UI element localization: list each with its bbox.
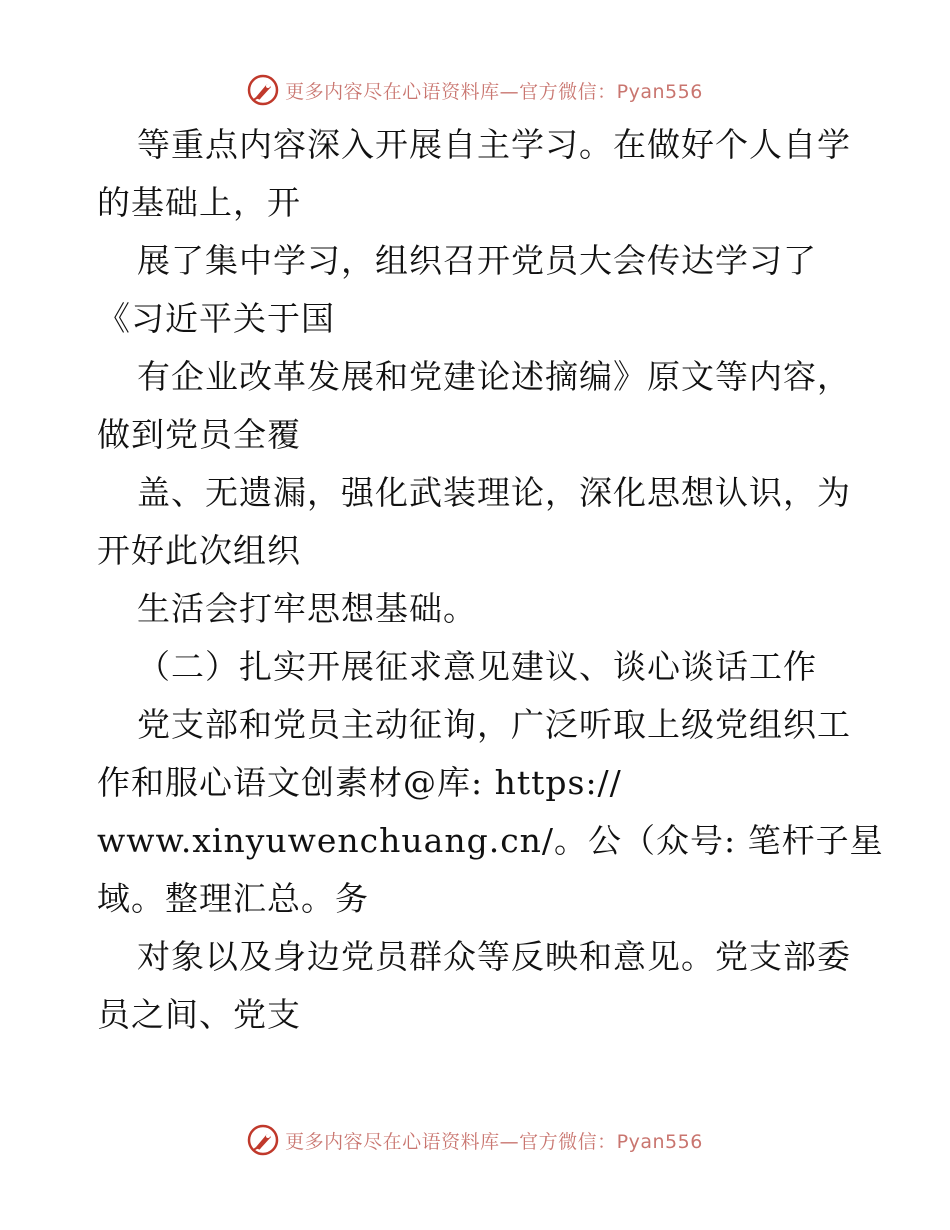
body-line: 等重点内容深入开展自主学习。在做好个人自学 <box>137 125 851 164</box>
body-line: 生活会打牢思想基础。 <box>137 589 477 628</box>
body-line: 员之间、党支 <box>97 995 301 1034</box>
body-line: 作和服心语文创素材@库: https:// <box>97 763 622 802</box>
header-banner-text: 更多内容尽在心语资料库—官方微信：Pyan556 <box>285 80 703 103</box>
body-line: 党支部和党员主动征询，广泛听取上级党组织工 <box>137 705 851 744</box>
body-line: 开好此次组织 <box>97 531 301 570</box>
body-line: 做到党员全覆 <box>97 415 301 454</box>
body-line: 盖、无遗漏，强化武装理论，深化思想认识，为 <box>137 473 851 512</box>
header-banner <box>0 70 950 110</box>
body-line: www.xinyuwenchuang.cn/。公（众号: 笔杆子星 <box>97 821 884 860</box>
section-heading: （二）扎实开展征求意见建议、谈心谈话工作 <box>137 647 817 686</box>
footer-banner-text: 更多内容尽在心语资料库—官方微信：Pyan556 <box>285 1130 703 1153</box>
body-line: 有企业改革发展和党建论述摘编》原文等内容， <box>137 357 851 396</box>
pen-nib-logo-icon <box>247 1124 279 1156</box>
pen-nib-logo-icon <box>247 74 279 106</box>
body-line: 《习近平关于国 <box>97 299 335 338</box>
body-line: 对象以及身边党员群众等反映和意见。党支部委 <box>137 937 851 976</box>
body-line: 域。整理汇总。务 <box>97 879 369 918</box>
footer-banner <box>0 1120 950 1160</box>
body-line: 的基础上，开 <box>97 183 301 222</box>
document-body <box>97 116 884 1044</box>
body-line: 展了集中学习，组织召开党员大会传达学习了 <box>137 241 817 280</box>
